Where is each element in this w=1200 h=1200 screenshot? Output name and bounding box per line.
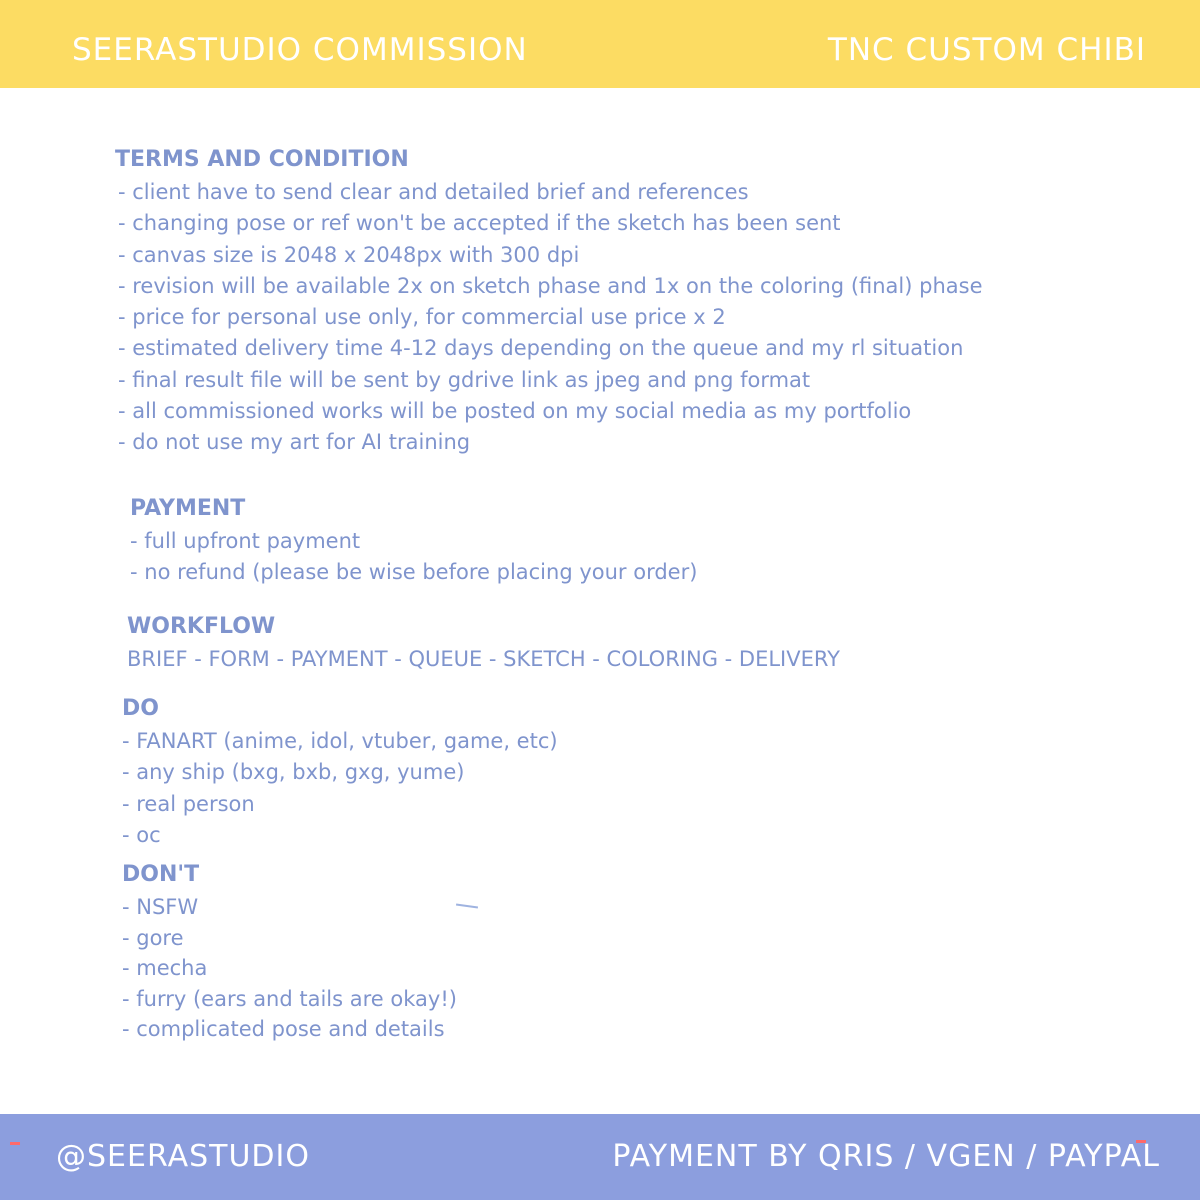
dont-item: - mecha	[122, 956, 208, 981]
terms-item: - canvas size is 2048 x 2048px with 300 dpi	[118, 242, 580, 267]
header-title: SEERASTUDIO COMMISSION	[72, 32, 528, 68]
terms-item: - final result file will be sent by gdrive link as jpeg and png format	[118, 367, 811, 392]
dont-item: - NSFW	[122, 895, 199, 919]
do-item: - oc	[122, 822, 161, 847]
do-item: - any ship (bxg, bxb, gxg, yume)	[122, 760, 465, 785]
terms-item: - do not use my art for AI training	[118, 430, 471, 455]
content-area	[0, 88, 1200, 1114]
payment-item: - full upfront payment	[130, 529, 361, 553]
do-item: - real person	[122, 791, 255, 816]
workflow-section	[127, 612, 840, 675]
terms-heading: TERMS AND CONDITION	[115, 147, 409, 172]
payment-item: - no refund (please be wise before placing your order)	[130, 560, 698, 585]
footer-handle: @SEERASTUDIO	[56, 1139, 310, 1174]
header-subtitle: TNC CUSTOM CHIBI	[827, 32, 1146, 68]
terms-section	[115, 145, 983, 459]
terms-item: - estimated delivery time 4-12 days depending on the queue and my rl situation	[118, 336, 964, 361]
terms-item: - all commissioned works will be posted on my social media as my portfolio	[118, 399, 912, 424]
terms-item: - changing pose or ref won't be accepted if the sketch has been sent	[118, 211, 841, 236]
footer-bar	[0, 1114, 1200, 1200]
do-heading: DO	[122, 696, 159, 721]
dont-heading: DON'T	[122, 862, 200, 887]
accent-dash-left	[10, 1142, 20, 1145]
footer-payment-methods: PAYMENT BY QRIS / VGEN / PAYPAL	[612, 1139, 1160, 1174]
dont-item: - furry (ears and tails are okay!)	[122, 986, 457, 1011]
dont-item: - complicated pose and details	[122, 1017, 445, 1042]
do-item: - FANART (anime, idol, vtuber, game, etc)	[122, 729, 558, 753]
terms-item: - price for personal use only, for commercial use price x 2	[118, 305, 726, 330]
terms-item: - client have to send clear and detailed brief and references	[118, 180, 749, 204]
payment-heading: PAYMENT	[130, 496, 246, 521]
payment-section	[130, 494, 697, 589]
workflow-heading: WORKFLOW	[127, 614, 276, 639]
header-bar	[0, 0, 1200, 88]
terms-item: - revision will be available 2x on sketch phase and 1x on the coloring (final) phase	[118, 273, 983, 298]
dont-section	[122, 860, 457, 1045]
dont-item: - gore	[122, 925, 184, 950]
do-section	[122, 694, 558, 851]
workflow-steps: BRIEF - FORM - PAYMENT - QUEUE - SKETCH - COLORING - DELIVERY	[127, 647, 840, 671]
